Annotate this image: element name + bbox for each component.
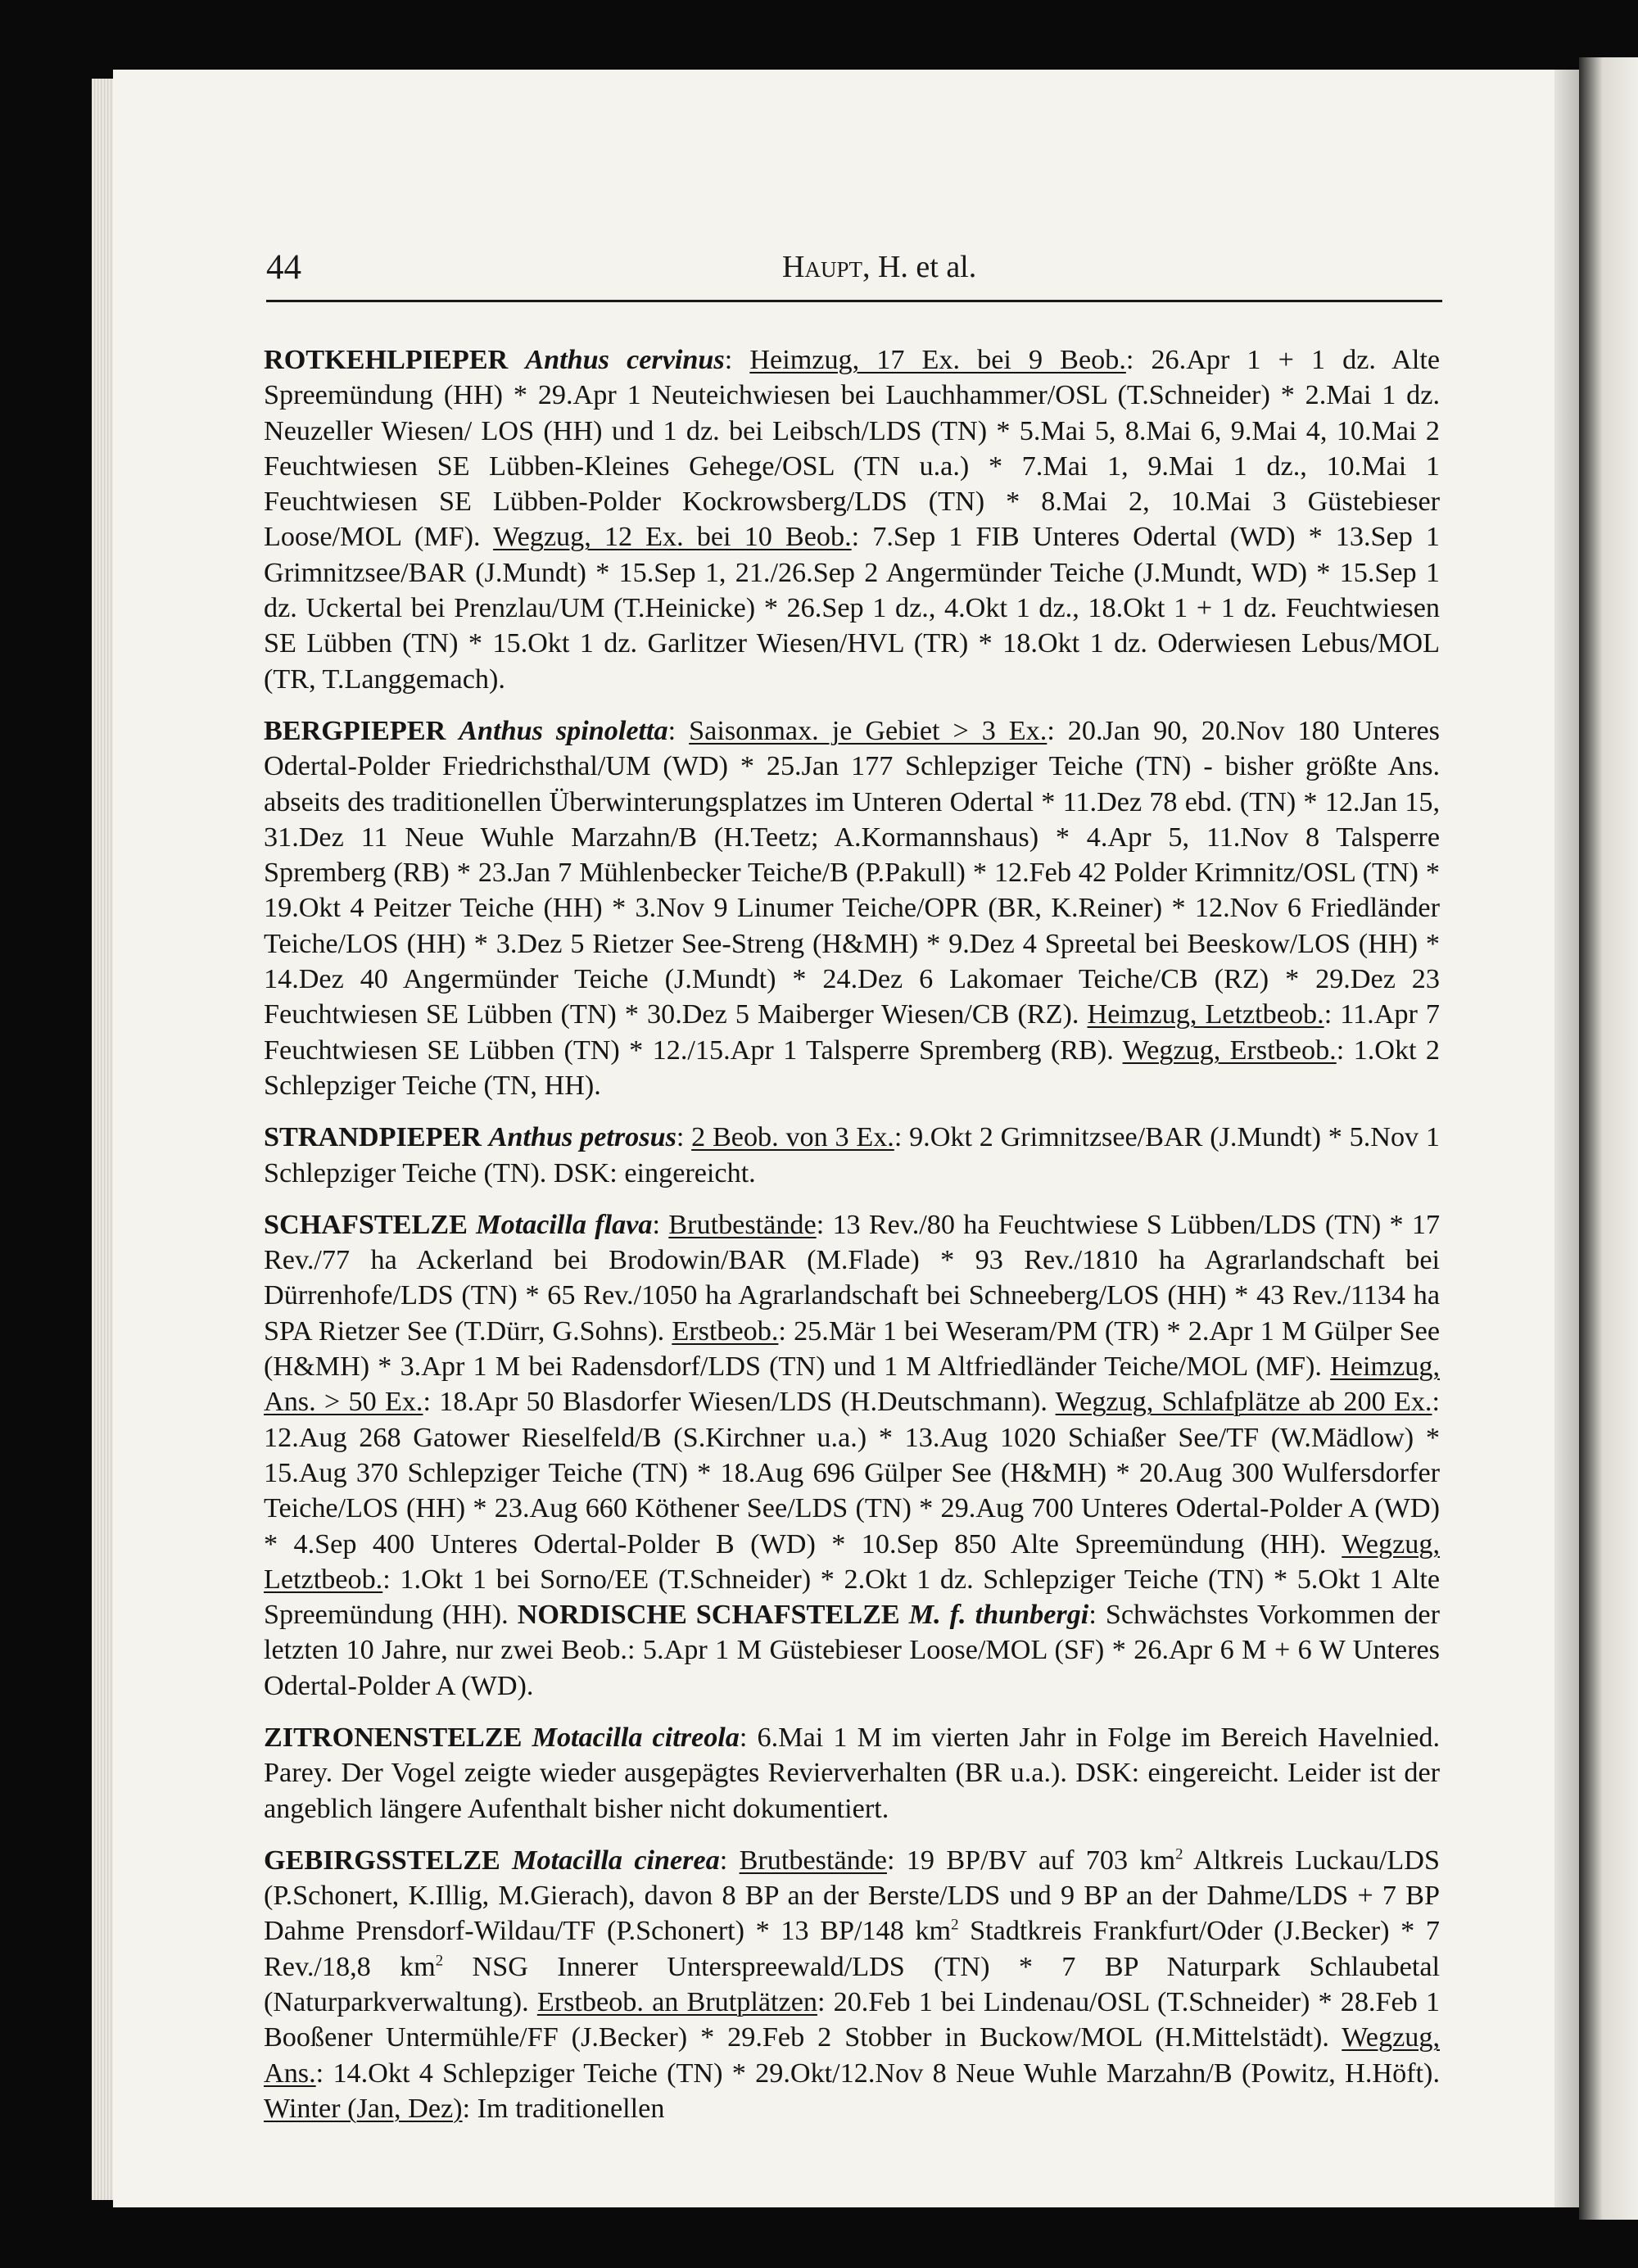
entry-text: : 7.Sep 1 FIB Unteres Odertal (WD) * 13.Sep 1 Grimnitzsee/BAR (J.Mundt) * 15.Sep 1, 21./26.Sep 2 Angermünder Teiche (J.Mundt, WD) * 15.Sep 1 dz. Uckertal bei Prenzlau/UM (T.Heinicke) * 26.Sep 1 dz., 4.Okt 1 dz., 18.Okt 1 + 1 dz. Feuchtwiesen SE Lübben (TN) * 15.Okt 1 dz. Garlitzer Wiesen/HVL (TR) * 18.Okt 1 dz. Oderwiesen Lebus/MOL (TR, T.Langgemach). — [264, 522, 1440, 695]
section-label: Brutbestände — [668, 1209, 817, 1240]
entry-text: : — [719, 1845, 740, 1876]
scientific-name: Motacilla citreola — [532, 1722, 740, 1753]
author-surname: Haupt — [782, 250, 862, 284]
scientific-name: Anthus spinoletta — [459, 715, 668, 746]
section-label: Heimzug, Ans. > 50 Ex. — [264, 1351, 1440, 1418]
section-label: Wegzug, Ans. — [264, 2022, 1440, 2089]
species-entry-schafstelze — [264, 1207, 1440, 1704]
entry-text: : 13 Rev./80 ha Feuchtwiese S Lübben/LDS (TN) * 17 Rev./77 ha Ackerland bei Brodowin/BAR (M.Flade) * 93 Rev./1810 ha Agrarlandschaft bei Dürrenhofe/LDS (TN) * 65 Rev./1050 ha Agrarlandschaft bei Schneeberg/LOS (HH) * 43 Rev./1134 ha SPA Rietzer See (T.Dürr, G.Sohns). — [264, 1209, 1441, 1347]
section-label: Heimzug, Letztbeob. — [1087, 999, 1324, 1030]
species-entry-gebirgsstelze — [264, 1843, 1440, 2126]
species-entry-rotkehlpieper — [264, 342, 1440, 697]
species-name: BERGPIEPER — [264, 715, 446, 746]
species-name: GEBIRGSSTELZE — [264, 1845, 500, 1876]
species-entry-bergpieper — [264, 713, 1440, 1103]
entry-text: : 12.Aug 268 Gatower Rieselfeld/B (S.Kirchner u.a.) * 13.Aug 1020 Schiaßer See/TF (W.Mädlow) * 15.Aug 370 Schlepziger Teiche (TN) * 18.Aug 696 Gülper See (H&MH) * 20.Aug 300 Wulfersdorfer Teiche/LOS (HH) * 23.Aug 660 Köthener See/LDS (TN) * 29.Aug 700 Unteres Odertal-Polder A (WD) * 4.Sep 400 Unteres Odertal-Polder B (WD) * 10.Sep 850 Alte Spreemündung (HH). — [264, 1387, 1440, 1560]
species-name: ROTKEHLPIEPER — [264, 345, 509, 375]
species-name: NORDISCHE SCHAFSTELZE — [517, 1600, 900, 1631]
entry-text: Altkreis Luckau/LDS (P.Schonert, K.Illig, M.Gierach), davon 8 BP an der Berste/LDS und 9 BP an der Dahme/LDS + 7 BP Dahme Prensdorf-Wildau/TF (P.Schonert) * 13 BP/148 km — [264, 1845, 1441, 1947]
entry-text: : 20.Jan 90, 20.Nov 180 Unteres Odertal-Polder Friedrichsthal/UM (WD) * 25.Jan 177 Schlepziger Teiche (TN) - bisher größte Ans. abseits des traditionellen Überwinterungsplatzes im Unteren Odertal * 11.Dez 78 ebd. (TN) * 12.Jan 15, 31.Dez 11 Neue Wuhle Marzahn/B (H.Teetz; A.Kormannshaus) * 4.Apr 5, 11.Nov 8 Talsperre Spremberg (RB) * 23.Jan 7 Mühlenbecker Teiche/B (P.Pakull) * 12.Feb 42 Polder Krimnitz/OSL (TN) * 19.Okt 4 Peitzer Teiche (HH) * 3.Nov 9 Linumer Teiche/OPR (BR, K.Reiner) * 12.Nov 6 Friedländer Teiche/LOS (HH) * 3.Dez 5 Rietzer See-Streng (H&MH) * 9.Dez 4 Spreetal bei Beeskow/LOS (HH) * 14.Dez 40 Angermünder Teiche (J.Mundt) * 24.Dez 6 Lakomaer Teiche/CB (RZ) * 29.Dez 23 Feuchtwiesen SE Lübben (TN) * 30.Dez 5 Maiberger Wiesen/CB (RZ). — [264, 715, 1440, 1030]
section-label: 2 Beob. von 3 Ex. — [691, 1122, 894, 1153]
species-entry-zitronenstelze — [264, 1720, 1440, 1827]
entry-text: Stadtkreis Frankfurt/Oder (J.Becker) * 7 Rev./18,8 km — [264, 1916, 1440, 1982]
species-name: SCHAFSTELZE — [264, 1209, 468, 1240]
superscript: 2 — [435, 1952, 444, 1970]
entry-text: : 9.Okt 2 Grimnitzsee/BAR (J.Mundt) * 5.Nov 1 Schlepziger Teiche (TN). DSK: eingereicht. — [264, 1122, 1440, 1188]
entry-text: : — [667, 715, 690, 746]
entry-text: : Im traditionellen — [462, 2093, 665, 2124]
section-label: Winter (Jan, Dez) — [264, 2093, 463, 2124]
section-label: Heimzug, 17 Ex. bei 9 Beob. — [749, 345, 1126, 375]
section-label: Wegzug, 12 Ex. bei 10 Beob. — [493, 522, 852, 553]
author-rest: , H. et al. — [862, 250, 977, 284]
scientific-name: Anthus petrosus — [488, 1122, 676, 1153]
entry-text: : — [676, 1122, 692, 1153]
scientific-name: Motacilla flava — [476, 1209, 653, 1240]
next-page-edge — [1579, 57, 1638, 2220]
running-author — [782, 249, 976, 285]
running-head — [266, 244, 1442, 302]
body-text — [264, 342, 1440, 2143]
entry-text: : — [652, 1209, 669, 1240]
entry-text: NSG Innerer Unterspreewald/LDS (TN) * 7 BP Naturpark Schlaubetal (Naturparkverwaltung). — [264, 1951, 1440, 2018]
section-label: Wegzug, Letztbeob. — [264, 1528, 1440, 1595]
species-name: STRANDPIEPER — [264, 1122, 482, 1153]
scientific-name: Motacilla cinerea — [512, 1845, 720, 1876]
entry-text: : 20.Feb 1 bei Lindenau/OSL (T.Schneider) * 28.Feb 1 Booßener Untermühle/FF (J.Becker) * 29.Feb 2 Stobber in Buckow/MOL (H.Mittelstädt). — [264, 1987, 1440, 2053]
entry-text: : 1.Okt 1 bei Sorno/EE (T.Schneider) * 2.Okt 1 dz. Schlepziger Teiche (TN) * 5.Okt 1 Alte Spreemündung (HH). — [264, 1564, 1440, 1631]
scientific-name: Anthus cervinus — [525, 345, 725, 375]
page-number: 44 — [266, 248, 301, 287]
entry-text: : 1.Okt 2 Schlepziger Teiche (TN, HH). — [264, 1034, 1441, 1101]
entry-text: : 6.Mai 1 M im vierten Jahr in Folge im Bereich Havelnied. Parey. Der Vogel zeigte wieder ausgepägtes Revierverhalten (BR u.a.). DSK: eingereicht. Leider ist der angeblich längere Aufenthalt bisher nicht dokumentiert. — [264, 1722, 1441, 1824]
section-label: Saisonmax. je Gebiet > 3 Ex. — [689, 715, 1048, 746]
entry-text: : 19 BP/BV auf 703 km — [886, 1845, 1176, 1876]
superscript: 2 — [1175, 1845, 1183, 1863]
page-gutter-shadow — [1554, 70, 1579, 2207]
entry-text: : — [724, 345, 750, 375]
entry-text: : 11.Apr 7 Feuchtwiesen SE Lübben (TN) * 12./15.Apr 1 Talsperre Spremberg (RB). — [264, 999, 1441, 1066]
entry-text: : 18.Apr 50 Blasdorfer Wiesen/LDS (H.Deutschmann). — [423, 1387, 1056, 1418]
species-entry-strandpieper — [264, 1120, 1440, 1191]
entry-text: : 25.Mär 1 bei Weseram/PM (TR) * 2.Apr 1 M Gülper See (H&MH) * 3.Apr 1 M bei Radensdorf/LDS (TN) und 1 M Altfriedländer Teiche/MOL (MF). — [264, 1315, 1441, 1383]
section-label: Wegzug, Erstbeob. — [1122, 1034, 1337, 1066]
section-label: Brutbestände — [739, 1845, 887, 1876]
section-label: Erstbeob. — [672, 1315, 779, 1347]
section-label: Wegzug, Schlafplätze ab 200 Ex. — [1055, 1387, 1432, 1418]
entry-text: : Schwächstes Vorkommen der letzten 10 Jahre, nur zwei Beob.: 5.Apr 1 M Güstebieser Loose/MOL (SF) * 26.Apr 6 M + 6 W Unteres Odertal-Polder A (WD). — [264, 1600, 1440, 1701]
superscript: 2 — [951, 1917, 959, 1935]
entry-text: : 26.Apr 1 + 1 dz. Alte Spreemündung (HH) * 29.Apr 1 Neuteichwiesen bei Lauchhammer/OSL (T.Schneider) * 2.Mai 1 dz. Neuzeller Wiesen/ LOS (HH) und 1 dz. bei Leibsch/LDS (TN) * 5.Mai 5, 8.Mai 6, 9.Mai 4, 10.Mai 2 Feuchtwiesen SE Lübben-Kleines Gehege/OSL (TN u.a.) * 7.Mai 1, 9.Mai 1 dz., 10.Mai 1 Feuchtwiesen SE Lübben-Polder Kockrowsberg/LDS (TN) * 8.Mai 2, 10.Mai 3 Güstebieser Loose/MOL (MF). — [264, 345, 1441, 553]
entry-text: : 14.Okt 4 Schlepziger Teiche (TN) * 29.Okt/12.Nov 8 Neue Wuhle Marzahn/B (Powitz, H.Höft). — [315, 2057, 1440, 2089]
species-name: ZITRONENSTELZE — [264, 1722, 523, 1753]
scientific-name: M. f. thunbergi — [908, 1600, 1089, 1631]
section-label: Erstbeob. an Brutplätzen — [536, 1987, 817, 2018]
